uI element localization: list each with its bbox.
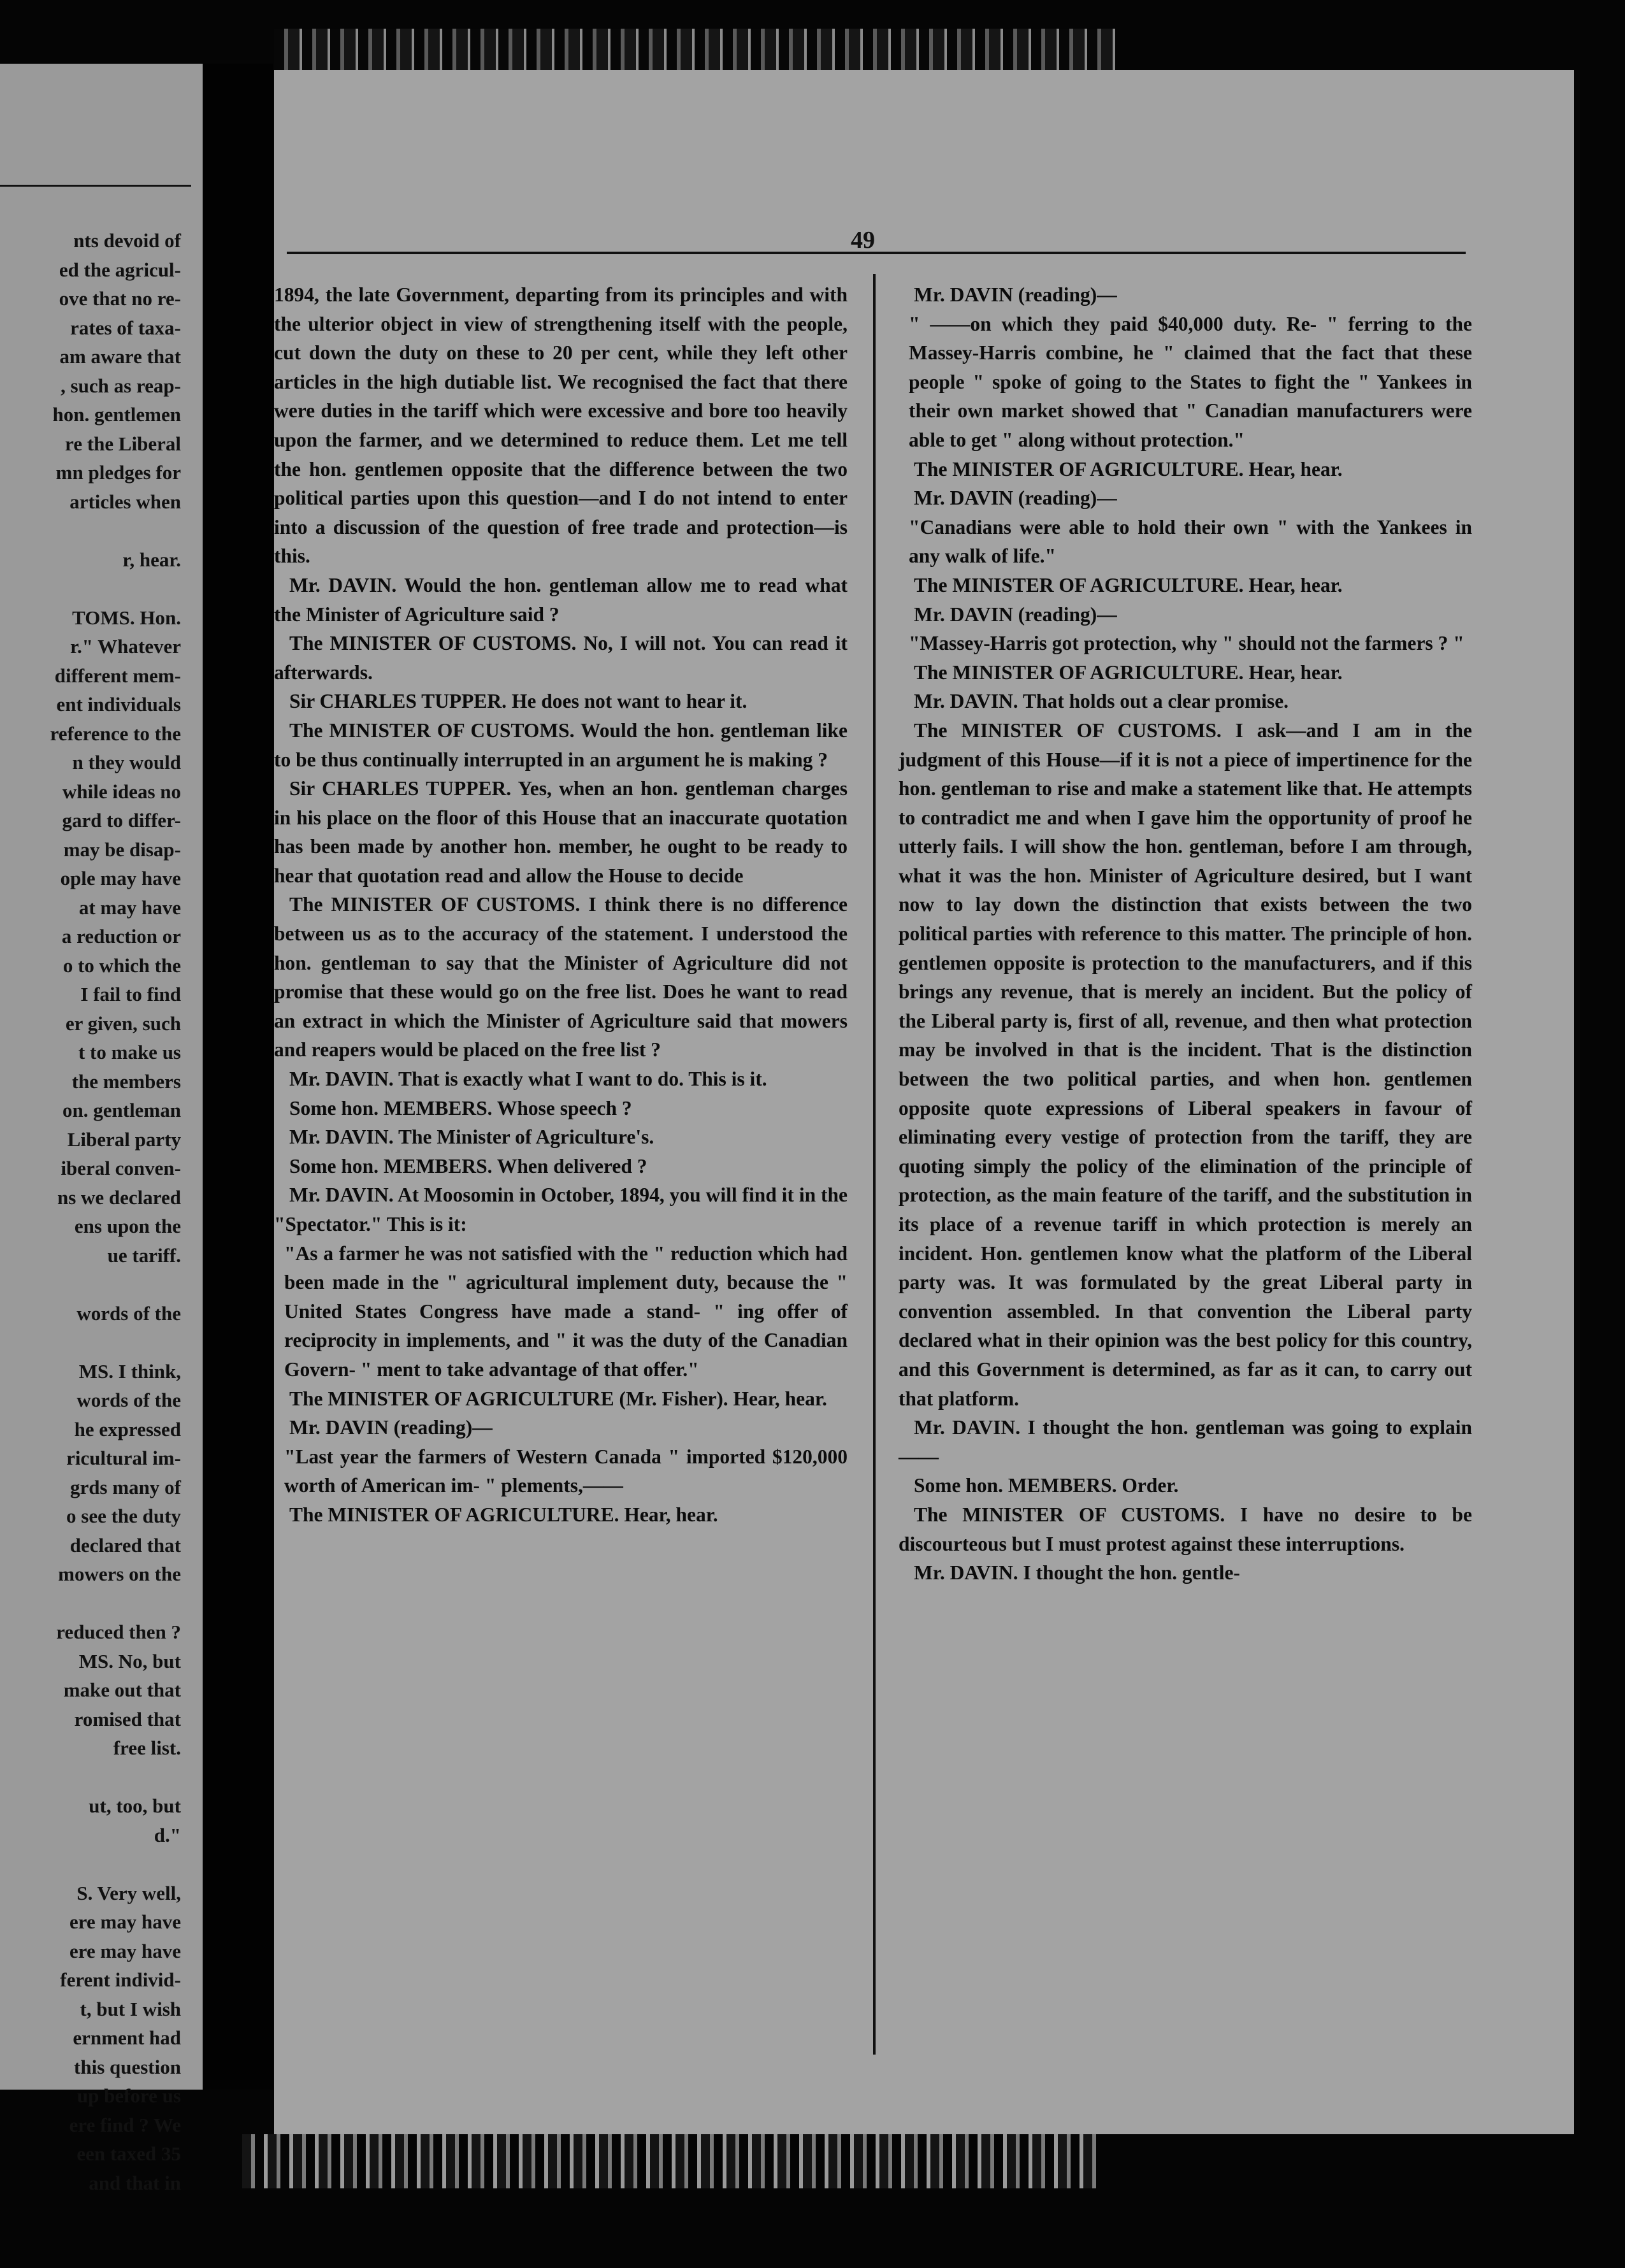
- facing-page-line: may be disap-: [63, 838, 181, 861]
- facing-page-line: rates of taxa-: [70, 316, 181, 339]
- right-column-paragraph: Mr. DAVIN. I thought the hon. gentleman was going to explain——: [899, 1416, 1472, 1468]
- facing-page-line: the members: [71, 1070, 181, 1093]
- facing-page-line: ricultural im-: [66, 1447, 181, 1469]
- facing-page-line: ns we declared: [57, 1186, 181, 1209]
- facing-page-line: er given, such: [65, 1012, 181, 1035]
- facing-page-line: make out that: [63, 1679, 181, 1701]
- facing-page-line: d.": [154, 1823, 181, 1846]
- left-column-paragraph: Sir CHARLES TUPPER. Yes, when an hon. gentleman charges in his place on the floor of this House that an inaccurate quotation has been made by another hon. member, he ought to be ready to hear that quotation read and allow the House to decide: [274, 777, 848, 887]
- facing-page-line: MS. I think,: [78, 1360, 181, 1382]
- left-column-paragraph: Sir CHARLES TUPPER. He does not want to hear it.: [289, 690, 748, 713]
- facing-page-line: on. gentleman: [62, 1099, 181, 1121]
- facing-page-fragment: [0, 64, 203, 2194]
- left-column-paragraph: Mr. DAVIN. Would the hon. gentleman allow me to read what the Minister of Agriculture said ?: [274, 573, 848, 626]
- right-column-paragraph: The MINISTER OF AGRICULTURE. Hear, hear.: [914, 661, 1343, 684]
- left-column: [274, 280, 848, 1530]
- right-column-paragraph: Mr. DAVIN. I thought the hon. gentle-: [914, 1561, 1240, 1584]
- scan-edge-top: [274, 29, 1115, 70]
- facing-page-line: he expressed: [74, 1418, 181, 1440]
- right-column-paragraph: Some hon. MEMBERS. Order.: [914, 1474, 1179, 1497]
- facing-page-line: ens upon the: [74, 1215, 181, 1237]
- facing-page-line: a reduction or: [61, 925, 181, 947]
- facing-page-line: , such as reap-: [61, 374, 181, 397]
- facing-page-line: declared that: [69, 1533, 181, 1556]
- facing-page-line: ere may have: [69, 1911, 181, 1933]
- facing-page-line: and that in: [89, 2171, 181, 2194]
- left-column-paragraph: The MINISTER OF AGRICULTURE. Hear, hear.: [289, 1503, 718, 1526]
- right-column-paragraph: The MINISTER OF CUSTOMS. I have no desire to be discourteous but I must protest against these interruptions.: [899, 1503, 1472, 1555]
- facing-page-line: een taxed 35: [76, 2142, 181, 2165]
- facing-page-line: at may have: [78, 896, 181, 919]
- left-column-paragraph: The MINISTER OF CUSTOMS. No, I will not. You can read it afterwards.: [274, 632, 848, 684]
- left-column-paragraph: Mr. DAVIN. That is exactly what I want to do. This is it.: [289, 1068, 767, 1091]
- facing-page-line: ent individuals: [56, 693, 181, 715]
- left-column-paragraph: Some hon. MEMBERS. When delivered ?: [289, 1154, 647, 1177]
- facing-page-line: o see the duty: [66, 1505, 181, 1527]
- right-column-paragraph: Mr. DAVIN (reading)—: [914, 284, 1117, 306]
- facing-page-line: iberal conven-: [61, 1157, 181, 1179]
- left-column-paragraph: 1894, the late Government, departing from its principles and with the ulterior object in view of strengthening itself with the people, cut down the duty on these to 20 per cent, while they left other articles in the high dutiable list. We recognised the fact that there were duties in the tariff which were excessive and bore too heavily upon the farmer, and we determined to reduce them. Let me tell the hon. gentlemen opposite that the difference between the two political parties upon this question—and I do not intend to enter into a discussion of the question of free trade and protection—is this.: [274, 284, 848, 568]
- facing-page-line: n they would: [72, 751, 181, 773]
- facing-page-line: nts devoid of: [73, 229, 181, 252]
- facing-page-line: t, but I wish: [80, 1997, 181, 2020]
- facing-page-line: ere may have: [69, 1939, 181, 1962]
- right-column-paragraph: The MINISTER OF CUSTOMS. I ask—and I am in the judgment of this House—if it is not a piece of impertinence for the hon. gentleman to rise and make a statement like that. He attempts to contradict me and when I gave him the opportunity of proof he utterly fails. I will show the hon. gentleman, before I am through, what it was the hon. Minister of Agriculture desired, but I want now to lay down the distinction that exists between the two political parties with reference to this matter. The principle of hon. gentlemen opposite is protection to the manufacturers, and if this brings any revenue, that is merely an incident. But the policy of the Liberal party is, first of all, revenue, and then what protection may be involved in that is the incident. That is the distinction between the two political parties, and when hon. gentlemen opposite quote expressions of Liberal speakers in favour of eliminating every vestige of protection from the tariff, they are quoting simply the policy of the elimination of the principle of protection, as the main feature of the tariff, and the substitution in its place of a revenue tariff in which protection is merely an incident. Hon. gentlemen know what the platform of the Liberal party was. It was formulated by the great Liberal party in convention assembled. In that convention the Liberal party declared what in their opinion was the best policy for this country, and this Government is determined, as far as it can, to carry out that platform.: [899, 719, 1472, 1410]
- left-column-paragraph: Mr. DAVIN. At Moosomin in October, 1894, you will find it in the "Spectator." This is it:: [274, 1184, 848, 1235]
- book-gutter: [203, 64, 273, 2090]
- facing-page-line: words of the: [76, 1302, 181, 1324]
- left-column-paragraph: The MINISTER OF CUSTOMS. Would the hon. gentleman like to be thus continually interrupted in an argument he is making ?: [274, 719, 848, 771]
- facing-page-line: [0, 1328, 203, 1357]
- facing-page-line: ed the agricul-: [59, 258, 181, 281]
- facing-page-line: hon. gentlemen: [52, 403, 181, 426]
- facing-page-line: grds many of: [70, 1475, 181, 1498]
- page-number: 49: [851, 227, 875, 254]
- facing-page-line: different mem-: [54, 664, 181, 687]
- left-column-paragraph: "Last year the farmers of Western Canada " imported $120,000 worth of American im- " plements,——: [284, 1445, 848, 1497]
- left-column-paragraph: The MINISTER OF AGRICULTURE (Mr. Fisher). Hear, hear.: [289, 1387, 827, 1410]
- right-column-paragraph: The MINISTER OF AGRICULTURE. Hear, hear.: [914, 573, 1343, 596]
- facing-page-line: mowers on the: [58, 1563, 181, 1585]
- header-rule: [287, 252, 1466, 254]
- facing-page-line: articles when: [69, 490, 181, 513]
- right-column: [873, 280, 1472, 1588]
- facing-page-line: up before us: [76, 2085, 181, 2107]
- facing-page-line: I fail to find: [80, 983, 181, 1005]
- facing-page-line: [0, 516, 203, 545]
- facing-page-line: o to which the: [62, 954, 181, 977]
- facing-page-line: [0, 574, 203, 603]
- right-column-paragraph: "Massey-Harris got protection, why " should not the farmers ? ": [909, 632, 1464, 655]
- left-column-paragraph: The MINISTER OF CUSTOMS. I think there is no difference between us as to the accuracy of the statement. I understood the hon. gentleman to say that the Minister of Agriculture did not promise that these would go on the free list. Does he want to read an extract in which the Minister of Agriculture said that mowers and reapers would be placed on the free list ?: [274, 893, 848, 1061]
- left-column-paragraph: Some hon. MEMBERS. Whose speech ?: [289, 1096, 632, 1119]
- facing-page-line: S. Very well,: [76, 1881, 181, 1904]
- facing-page-line: TOMS. Hon.: [72, 606, 181, 629]
- left-column-paragraph: "As a farmer he was not satisfied with the " reduction which had been made in the " agricultural implement duty, because the " United States Congress have made a stand- " ing offer of reciprocity in implements, and " it was the duty of the Canadian Govern- " ment to take advantage of that offer.": [284, 1242, 848, 1381]
- facing-page-line: ove that no re-: [59, 287, 181, 310]
- facing-page-line: r, hear.: [122, 548, 181, 571]
- facing-page-line: while ideas no: [62, 780, 181, 803]
- facing-page-line: [0, 1849, 203, 1879]
- facing-page-line: [0, 1763, 203, 1792]
- right-column-paragraph: Mr. DAVIN (reading)—: [914, 603, 1117, 626]
- facing-page-line: re the Liberal: [65, 432, 181, 455]
- facing-page-line: mn pledges for: [55, 461, 181, 484]
- facing-page-line: romised that: [74, 1707, 181, 1730]
- facing-page-text: [0, 226, 203, 2197]
- facing-page-line: ut, too, but: [89, 1795, 181, 1817]
- facing-page-rule: [0, 185, 191, 187]
- facing-page-line: ere find ? We: [69, 2113, 181, 2136]
- facing-page-line: ue tariff.: [107, 1244, 181, 1267]
- right-column-paragraph: Mr. DAVIN. That holds out a clear promise.: [914, 690, 1289, 713]
- facing-page-line: free list.: [113, 1737, 181, 1759]
- facing-page-line: t to make us: [78, 1041, 181, 1063]
- right-column-paragraph: Mr. DAVIN (reading)—: [914, 487, 1117, 510]
- facing-page-line: am aware that: [59, 345, 181, 368]
- right-column-paragraph: The MINISTER OF AGRICULTURE. Hear, hear.: [914, 457, 1343, 480]
- left-column-paragraph: Mr. DAVIN. The Minister of Agriculture's.: [289, 1126, 654, 1149]
- facing-page-line: Liberal party: [67, 1128, 181, 1151]
- facing-page-line: [0, 1270, 203, 1299]
- facing-page-line: ferent individ-: [60, 1969, 181, 1991]
- facing-page-line: ople may have: [60, 867, 181, 889]
- facing-page-line: words of the: [76, 1389, 181, 1411]
- facing-page-line: ernment had: [73, 2027, 181, 2049]
- facing-page-line: r." Whatever: [70, 635, 181, 657]
- facing-page-line: [0, 1589, 203, 1618]
- scan-edge-bottom: [242, 2134, 1102, 2188]
- facing-page-line: reference to the: [50, 722, 181, 745]
- left-column-paragraph: Mr. DAVIN (reading)—: [289, 1416, 493, 1439]
- right-column-paragraph: " ——on which they paid $40,000 duty. Re- " ferring to the Massey-Harris combine, he " claimed that the fact that these people " spoke of going to the States to fight the " Yankees in their own market showed that " Canadian manufacturers were able to get " along without protection.": [909, 312, 1472, 451]
- facing-page-line: gard to differ-: [62, 809, 181, 831]
- facing-page-line: reduced then ?: [56, 1621, 181, 1643]
- right-column-paragraph: "Canadians were able to hold their own " with the Yankees in any walk of life.": [909, 515, 1472, 568]
- facing-page-line: MS. No, but: [78, 1649, 181, 1672]
- facing-page-line: this question: [74, 2055, 181, 2078]
